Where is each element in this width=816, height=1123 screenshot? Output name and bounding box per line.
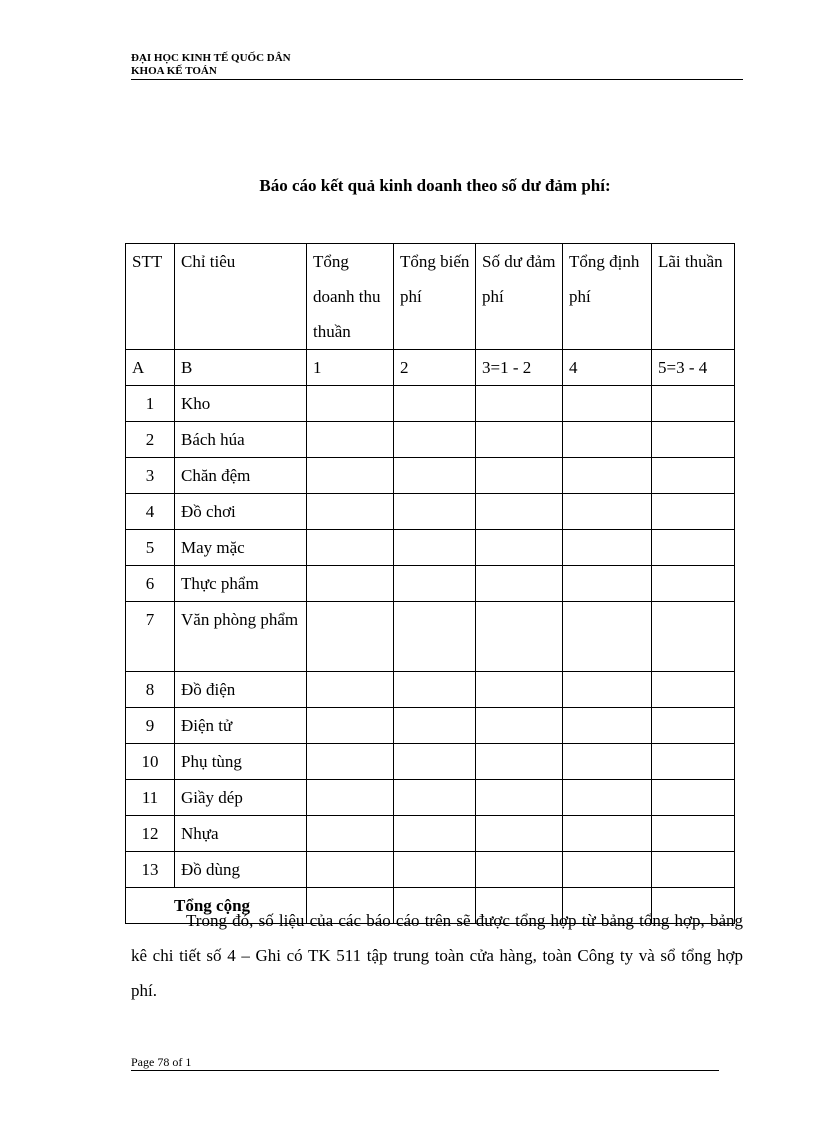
column-code: B — [175, 350, 307, 386]
paragraph-text: Trong đó, số liệu của các báo cáo trên sẽ được tổng hợp từ bảng tổng hợp, bảng kê chi tiết số 4 – Ghi có TK 511 tập trung toàn cửa hàng, toàn Công ty và sổ tổng hợp phí. — [131, 911, 743, 1000]
empty-cell — [476, 816, 563, 852]
row-label: Bách húa — [175, 422, 307, 458]
empty-cell — [307, 494, 394, 530]
row-label: Thực phẩm — [175, 566, 307, 602]
table-row — [126, 566, 735, 602]
total-label: Tổng cộng — [126, 888, 307, 924]
empty-cell — [652, 494, 735, 530]
empty-cell — [476, 602, 563, 672]
row-number: 13 — [126, 852, 175, 888]
empty-cell — [563, 458, 652, 494]
column-code: 3=1 - 2 — [476, 350, 563, 386]
row-label: Kho — [175, 386, 307, 422]
empty-cell — [307, 672, 394, 708]
body-paragraph — [131, 903, 743, 1008]
empty-cell — [563, 386, 652, 422]
table-row — [126, 672, 735, 708]
row-number: 12 — [126, 816, 175, 852]
university-name: ĐẠI HỌC KINH TẾ QUỐC DÂN — [131, 52, 291, 64]
empty-cell — [652, 566, 735, 602]
column-header: STT — [126, 244, 175, 350]
table-row — [126, 780, 735, 816]
empty-cell — [652, 530, 735, 566]
empty-cell — [394, 780, 476, 816]
empty-cell — [652, 422, 735, 458]
column-header: Tổng doanh thu thuần — [307, 244, 394, 350]
table-row — [126, 602, 735, 672]
header-row — [126, 244, 735, 350]
empty-cell — [563, 780, 652, 816]
empty-cell — [307, 530, 394, 566]
empty-cell — [652, 852, 735, 888]
code-row — [126, 350, 735, 386]
column-code: 2 — [394, 350, 476, 386]
row-label: Đồ dùng — [175, 852, 307, 888]
row-label: Phụ tùng — [175, 744, 307, 780]
row-number: 8 — [126, 672, 175, 708]
empty-cell — [476, 386, 563, 422]
row-number: 3 — [126, 458, 175, 494]
empty-cell — [563, 672, 652, 708]
empty-cell — [476, 708, 563, 744]
empty-cell — [563, 566, 652, 602]
empty-cell — [307, 602, 394, 672]
empty-cell — [394, 530, 476, 566]
empty-cell — [476, 780, 563, 816]
empty-cell — [307, 780, 394, 816]
empty-cell — [652, 780, 735, 816]
empty-cell — [476, 494, 563, 530]
row-label: Văn phòng phẩm — [175, 602, 307, 672]
table-row — [126, 494, 735, 530]
table-row — [126, 386, 735, 422]
empty-cell — [563, 816, 652, 852]
empty-cell — [476, 566, 563, 602]
row-number: 4 — [126, 494, 175, 530]
column-code: 1 — [307, 350, 394, 386]
empty-cell — [563, 744, 652, 780]
empty-cell — [394, 708, 476, 744]
empty-cell — [307, 852, 394, 888]
empty-cell — [476, 458, 563, 494]
empty-cell — [476, 422, 563, 458]
empty-cell — [394, 602, 476, 672]
empty-cell — [394, 816, 476, 852]
empty-cell — [307, 566, 394, 602]
empty-cell — [394, 566, 476, 602]
empty-cell — [652, 816, 735, 852]
empty-cell — [563, 852, 652, 888]
table-row — [126, 530, 735, 566]
row-label: Nhựa — [175, 816, 307, 852]
row-number: 9 — [126, 708, 175, 744]
empty-cell — [394, 494, 476, 530]
empty-cell — [394, 852, 476, 888]
row-label: Đồ điện — [175, 672, 307, 708]
empty-cell — [394, 458, 476, 494]
empty-cell — [652, 672, 735, 708]
column-code: A — [126, 350, 175, 386]
empty-cell — [476, 530, 563, 566]
empty-cell — [563, 602, 652, 672]
row-label: Đồ chơi — [175, 494, 307, 530]
empty-cell — [394, 386, 476, 422]
column-header: Tổng định phí — [563, 244, 652, 350]
empty-cell — [307, 422, 394, 458]
column-header: Số dư đảm phí — [476, 244, 563, 350]
row-number: 1 — [126, 386, 175, 422]
row-label: Giầy dép — [175, 780, 307, 816]
empty-cell — [652, 386, 735, 422]
table-row — [126, 422, 735, 458]
row-label: Chăn đệm — [175, 458, 307, 494]
empty-cell — [394, 672, 476, 708]
row-number: 6 — [126, 566, 175, 602]
row-number: 5 — [126, 530, 175, 566]
empty-cell — [307, 458, 394, 494]
column-header: Chỉ tiêu — [175, 244, 307, 350]
page-header — [131, 52, 743, 80]
table-row — [126, 744, 735, 780]
empty-cell — [394, 744, 476, 780]
empty-cell — [476, 852, 563, 888]
row-number: 2 — [126, 422, 175, 458]
empty-cell — [652, 602, 735, 672]
empty-cell — [652, 744, 735, 780]
row-label: May mặc — [175, 530, 307, 566]
row-number: 11 — [126, 780, 175, 816]
empty-cell — [652, 708, 735, 744]
empty-cell — [563, 494, 652, 530]
row-number: 10 — [126, 744, 175, 780]
table-row — [126, 816, 735, 852]
row-number: 7 — [126, 602, 175, 672]
table-row — [126, 708, 735, 744]
empty-cell — [394, 422, 476, 458]
empty-cell — [307, 708, 394, 744]
empty-cell — [563, 530, 652, 566]
column-header: Tổng biến phí — [394, 244, 476, 350]
table-row — [126, 458, 735, 494]
empty-cell — [476, 672, 563, 708]
empty-cell — [307, 816, 394, 852]
row-label: Điện tử — [175, 708, 307, 744]
report-title: Báo cáo kết quả kinh doanh theo số dư đảm phí: — [259, 176, 611, 195]
empty-cell — [652, 458, 735, 494]
empty-cell — [476, 744, 563, 780]
empty-cell — [307, 386, 394, 422]
page-footer: Page 78 of 1 — [131, 1055, 719, 1071]
empty-cell — [563, 708, 652, 744]
empty-cell — [563, 422, 652, 458]
column-code: 4 — [563, 350, 652, 386]
faculty-name: KHOA KẾ TOÁN — [131, 65, 217, 77]
column-code: 5=3 - 4 — [652, 350, 735, 386]
empty-cell — [307, 744, 394, 780]
column-header: Lãi thuần — [652, 244, 735, 350]
report-table — [125, 243, 735, 924]
table-row — [126, 852, 735, 888]
